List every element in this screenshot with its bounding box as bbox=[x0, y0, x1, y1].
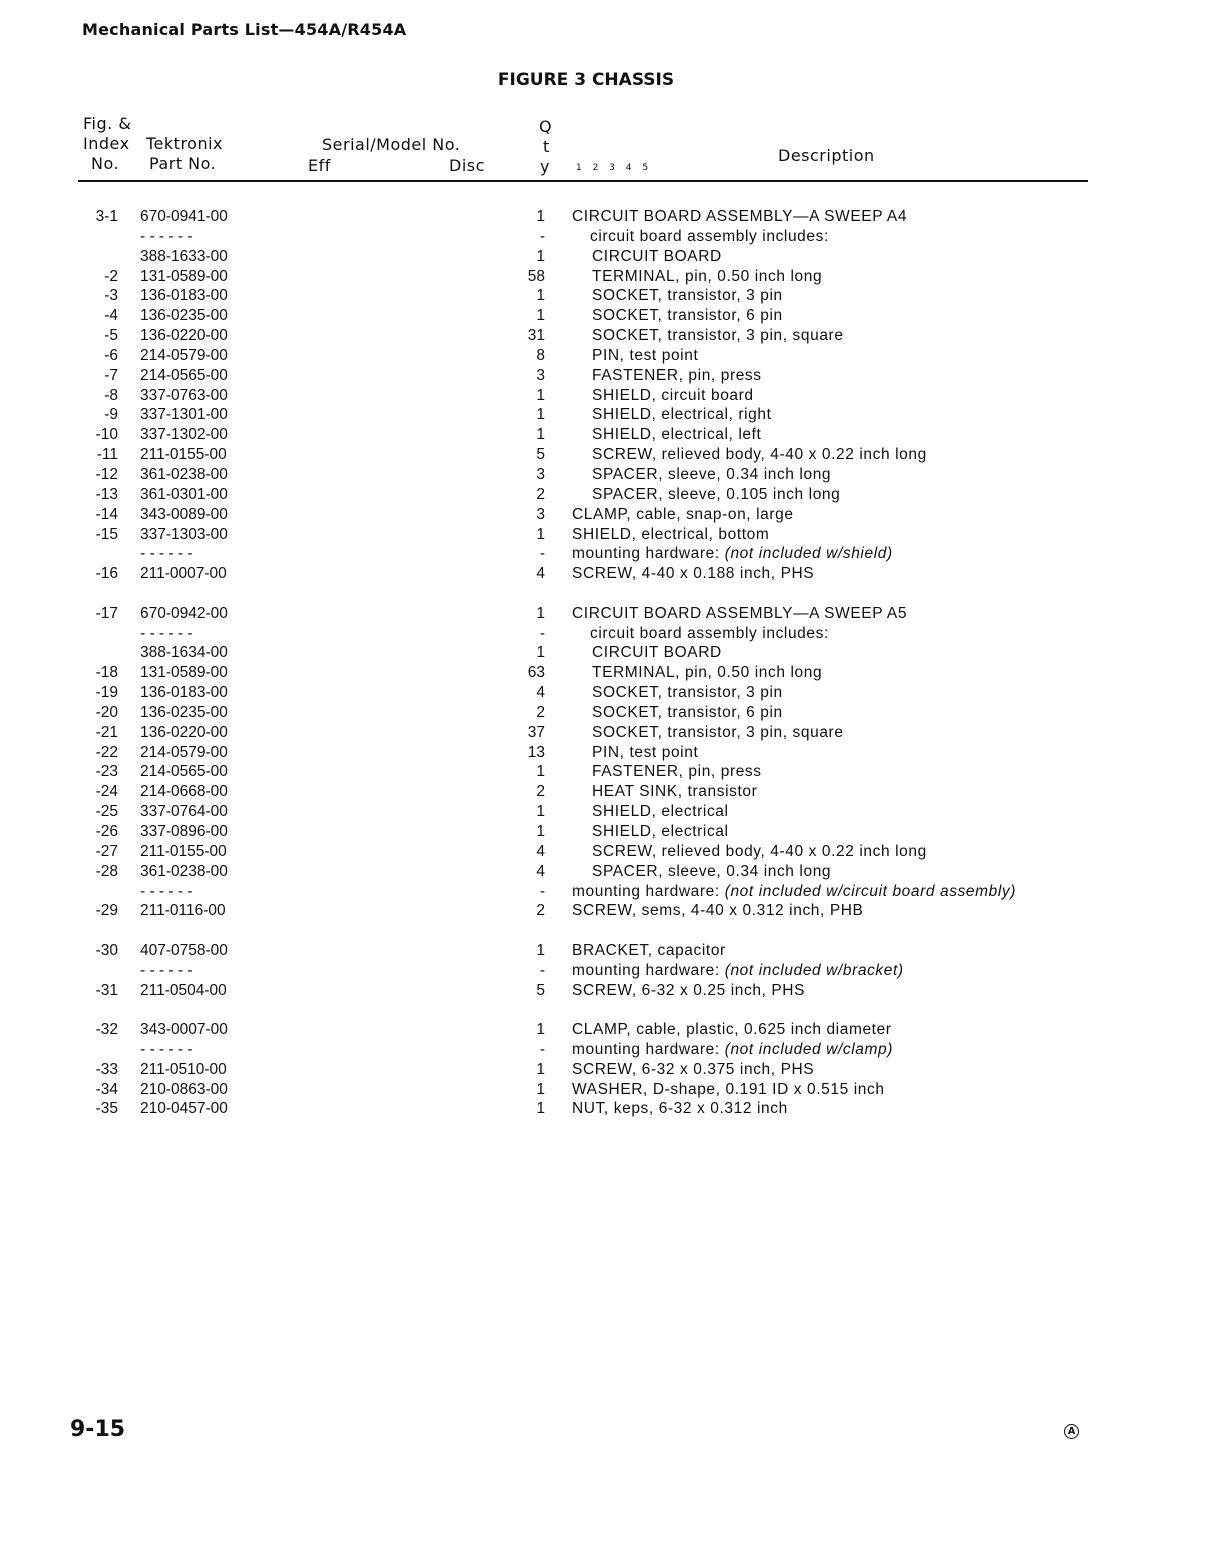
description-text: SHIELD, electrical bbox=[592, 822, 729, 840]
quantity: 2 bbox=[536, 703, 545, 721]
index-number: -21 bbox=[95, 723, 118, 741]
index-number: -30 bbox=[95, 941, 118, 959]
parts-table bbox=[0, 208, 1220, 1120]
part-number: - - - - - - bbox=[140, 227, 193, 245]
index-number: -9 bbox=[104, 406, 118, 424]
quantity: 5 bbox=[536, 446, 545, 464]
description-text: SCREW, 4-40 x 0.188 inch, PHS bbox=[572, 565, 815, 583]
col-header-index: Index bbox=[83, 134, 130, 153]
description bbox=[572, 962, 904, 980]
quantity: 1 bbox=[536, 822, 545, 840]
part-number: 337-1303-00 bbox=[140, 525, 228, 543]
description bbox=[592, 803, 729, 821]
part-number: 136-0235-00 bbox=[140, 703, 228, 721]
table-row bbox=[0, 803, 1220, 823]
part-number: 211-0155-00 bbox=[140, 842, 227, 860]
table-row bbox=[0, 863, 1220, 883]
description-note: (not included w/circuit board assembly) bbox=[724, 882, 1017, 900]
quantity: - bbox=[539, 624, 545, 642]
quantity: 5 bbox=[536, 981, 545, 999]
description bbox=[592, 486, 840, 504]
part-number: 214-0579-00 bbox=[140, 743, 228, 761]
quantity: 1 bbox=[536, 247, 545, 265]
table-row bbox=[0, 248, 1220, 268]
quantity: 3 bbox=[536, 505, 545, 523]
quantity: 13 bbox=[527, 743, 545, 761]
description-text: circuit board assembly includes: bbox=[590, 624, 829, 642]
description bbox=[572, 545, 893, 563]
table-row bbox=[0, 545, 1220, 565]
description-text: CIRCUIT BOARD ASSEMBLY—A SWEEP A4 bbox=[572, 208, 908, 225]
table-row bbox=[0, 506, 1220, 526]
description bbox=[592, 783, 757, 801]
description-note: (not included w/bracket) bbox=[724, 961, 904, 979]
description-text: SCREW, 6-32 x 0.375 inch, PHS bbox=[572, 1060, 815, 1078]
table-row bbox=[0, 426, 1220, 446]
quantity: 4 bbox=[536, 684, 545, 702]
col-header-part-no: Part No. bbox=[149, 154, 217, 173]
description bbox=[592, 367, 762, 385]
part-number: - - - - - - bbox=[140, 882, 193, 900]
col-header-qty-t: t bbox=[543, 137, 550, 156]
part-number: - - - - - - bbox=[140, 624, 193, 642]
description-text: SPACER, sleeve, 0.34 inch long bbox=[592, 862, 832, 880]
description bbox=[572, 1041, 893, 1059]
index-number: -32 bbox=[95, 1021, 118, 1039]
part-number: - - - - - - bbox=[140, 961, 193, 979]
table-row bbox=[0, 347, 1220, 367]
description-text: SHIELD, electrical, bottom bbox=[572, 525, 770, 543]
table-row bbox=[0, 387, 1220, 407]
quantity: - bbox=[539, 227, 545, 245]
table-row bbox=[0, 962, 1220, 982]
quantity: 1 bbox=[536, 1021, 545, 1039]
table-row bbox=[0, 724, 1220, 744]
description bbox=[572, 883, 1016, 901]
description bbox=[592, 664, 822, 682]
table-row bbox=[0, 763, 1220, 783]
description-text: SOCKET, transistor, 3 pin bbox=[592, 287, 783, 305]
quantity: 1 bbox=[536, 604, 545, 622]
part-number: 211-0504-00 bbox=[140, 981, 227, 999]
part-number: 361-0301-00 bbox=[140, 485, 228, 503]
figure-title: FIGURE 3 CHASSIS bbox=[497, 70, 675, 90]
description bbox=[572, 506, 794, 524]
quantity: 63 bbox=[527, 664, 545, 682]
description bbox=[592, 268, 822, 286]
col-header-tektronix: Tektronix bbox=[146, 134, 224, 153]
table-row bbox=[0, 446, 1220, 466]
quantity: 1 bbox=[536, 426, 545, 444]
description-text: SOCKET, transistor, 3 pin bbox=[592, 684, 783, 702]
index-number: -10 bbox=[95, 426, 118, 444]
index-number: -13 bbox=[95, 485, 118, 503]
table-row bbox=[0, 367, 1220, 387]
quantity: 2 bbox=[536, 902, 545, 920]
part-number: 337-0763-00 bbox=[140, 386, 228, 404]
description bbox=[592, 823, 729, 841]
part-number: 136-0183-00 bbox=[140, 684, 228, 702]
part-number: 131-0589-00 bbox=[140, 267, 228, 285]
table-row bbox=[0, 307, 1220, 327]
table-row bbox=[0, 406, 1220, 426]
quantity: 1 bbox=[536, 208, 545, 225]
index-number: -33 bbox=[95, 1060, 118, 1078]
description-text: mounting hardware: bbox=[572, 545, 725, 563]
quantity: - bbox=[539, 882, 545, 900]
table-row bbox=[0, 644, 1220, 664]
quantity: 1 bbox=[536, 287, 545, 305]
description bbox=[572, 1100, 788, 1118]
part-number: 388-1634-00 bbox=[140, 644, 228, 662]
table-row bbox=[0, 902, 1220, 942]
description-text: SCREW, 6-32 x 0.25 inch, PHS bbox=[572, 981, 806, 999]
table-row bbox=[0, 208, 1220, 228]
col-header-eff: Eff bbox=[308, 156, 331, 175]
table-row bbox=[0, 287, 1220, 307]
index-number: -26 bbox=[95, 822, 118, 840]
quantity: - bbox=[539, 1040, 545, 1058]
index-number: -3 bbox=[104, 287, 118, 305]
description bbox=[592, 347, 698, 365]
description bbox=[592, 327, 844, 345]
table-row bbox=[0, 982, 1220, 1022]
col-header-description: Description bbox=[778, 146, 875, 165]
index-number: -8 bbox=[104, 386, 118, 404]
description bbox=[572, 902, 864, 920]
index-number: -28 bbox=[95, 862, 118, 880]
description-text: NUT, keps, 6-32 x 0.312 inch bbox=[572, 1100, 788, 1118]
revision-mark: A bbox=[1064, 1424, 1079, 1439]
table-row bbox=[0, 883, 1220, 903]
description bbox=[592, 466, 831, 484]
quantity: 4 bbox=[536, 842, 545, 860]
page-number: 9-15 bbox=[70, 1417, 126, 1442]
table-row bbox=[0, 744, 1220, 764]
col-header-qty-y: y bbox=[540, 157, 550, 176]
part-number: 136-0220-00 bbox=[140, 327, 228, 345]
description-text: mounting hardware: bbox=[572, 882, 725, 900]
description-text: FASTENER, pin, press bbox=[592, 366, 762, 384]
part-number: 210-0863-00 bbox=[140, 1080, 228, 1098]
col-header-serial: Serial/Model No. bbox=[322, 135, 461, 154]
part-number: 211-0116-00 bbox=[140, 902, 226, 920]
col-header-fig: Fig. & bbox=[83, 114, 132, 133]
description bbox=[572, 208, 907, 226]
table-row bbox=[0, 1021, 1220, 1041]
table-row bbox=[0, 843, 1220, 863]
quantity: 1 bbox=[536, 307, 545, 325]
description-text: SCREW, relieved body, 4-40 x 0.22 inch long bbox=[592, 446, 927, 464]
description-text: SOCKET, transistor, 3 pin, square bbox=[592, 327, 844, 345]
index-number: -18 bbox=[95, 664, 118, 682]
description bbox=[572, 982, 805, 1000]
part-number: 136-0235-00 bbox=[140, 307, 228, 325]
quantity: 1 bbox=[536, 763, 545, 781]
quantity: 1 bbox=[536, 1100, 545, 1118]
index-number: -16 bbox=[95, 565, 118, 583]
description bbox=[572, 1061, 814, 1079]
description-text: SHIELD, electrical, right bbox=[592, 406, 772, 424]
index-number: -2 bbox=[104, 267, 118, 285]
description bbox=[572, 1081, 885, 1099]
index-number: -19 bbox=[95, 684, 118, 702]
description-text: FASTENER, pin, press bbox=[592, 763, 762, 781]
description-text: SOCKET, transistor, 6 pin bbox=[592, 307, 783, 325]
description-text: mounting hardware: bbox=[572, 961, 725, 979]
index-number: -4 bbox=[104, 307, 118, 325]
index-number: -17 bbox=[95, 604, 118, 622]
quantity: 31 bbox=[527, 327, 545, 345]
table-row bbox=[0, 1061, 1220, 1081]
description-text: PIN, test point bbox=[592, 743, 699, 761]
quantity: 37 bbox=[527, 723, 545, 741]
description bbox=[592, 684, 783, 702]
index-number: -6 bbox=[104, 346, 118, 364]
part-number: 211-0155-00 bbox=[140, 446, 227, 464]
part-number: 343-0089-00 bbox=[140, 505, 228, 523]
col-header-disc: Disc bbox=[449, 156, 485, 175]
table-row bbox=[0, 684, 1220, 704]
part-number: - - - - - - bbox=[140, 545, 193, 563]
part-number: 670-0942-00 bbox=[140, 604, 228, 622]
description-text: SHIELD, electrical bbox=[592, 803, 729, 821]
part-number: 337-0896-00 bbox=[140, 822, 228, 840]
description-text: WASHER, D-shape, 0.191 ID x 0.515 inch bbox=[572, 1080, 885, 1098]
table-row bbox=[0, 565, 1220, 605]
col-header-no: No. bbox=[91, 154, 120, 173]
header-rule bbox=[78, 180, 1088, 182]
description bbox=[592, 287, 783, 305]
description-note: (not included w/shield) bbox=[724, 545, 893, 563]
quantity: 3 bbox=[536, 465, 545, 483]
part-number: 670-0941-00 bbox=[140, 208, 228, 225]
description-text: SCREW, sems, 4-40 x 0.312 inch, PHB bbox=[572, 902, 864, 920]
table-row bbox=[0, 605, 1220, 625]
description bbox=[590, 228, 829, 246]
quantity: 1 bbox=[536, 1060, 545, 1078]
part-number: 214-0565-00 bbox=[140, 366, 228, 384]
description-text: CLAMP, cable, plastic, 0.625 inch diameter bbox=[572, 1021, 892, 1039]
description bbox=[592, 406, 772, 424]
part-number: 361-0238-00 bbox=[140, 862, 228, 880]
quantity: 1 bbox=[536, 406, 545, 424]
part-number: 337-1301-00 bbox=[140, 406, 228, 424]
description bbox=[592, 644, 722, 662]
quantity: 8 bbox=[536, 346, 545, 364]
index-number: -23 bbox=[95, 763, 118, 781]
table-row bbox=[0, 1081, 1220, 1101]
table-row bbox=[0, 486, 1220, 506]
description-text: CIRCUIT BOARD bbox=[592, 644, 722, 662]
part-number: 407-0758-00 bbox=[140, 941, 228, 959]
description-note: (not included w/clamp) bbox=[724, 1040, 893, 1058]
table-row bbox=[0, 625, 1220, 645]
quantity: 2 bbox=[536, 783, 545, 801]
index-number: -25 bbox=[95, 803, 118, 821]
quantity: 58 bbox=[527, 267, 545, 285]
description bbox=[572, 565, 814, 583]
part-number: 214-0579-00 bbox=[140, 346, 228, 364]
table-row bbox=[0, 466, 1220, 486]
description bbox=[572, 942, 726, 960]
part-number: 210-0457-00 bbox=[140, 1100, 228, 1118]
description bbox=[572, 605, 907, 623]
description bbox=[592, 426, 761, 444]
description bbox=[572, 526, 769, 544]
quantity: 1 bbox=[536, 644, 545, 662]
description bbox=[592, 863, 831, 881]
quantity: 4 bbox=[536, 862, 545, 880]
table-row bbox=[0, 526, 1220, 546]
table-row bbox=[0, 228, 1220, 248]
description bbox=[592, 704, 783, 722]
part-number: 131-0589-00 bbox=[140, 664, 228, 682]
quantity: 2 bbox=[536, 485, 545, 503]
description-text: SPACER, sleeve, 0.105 inch long bbox=[592, 485, 841, 503]
part-number: 361-0238-00 bbox=[140, 465, 228, 483]
index-number: -31 bbox=[95, 981, 118, 999]
quantity: 4 bbox=[536, 565, 545, 583]
index-number: 3-1 bbox=[95, 208, 118, 225]
index-number: -34 bbox=[95, 1080, 118, 1098]
table-row bbox=[0, 783, 1220, 803]
description-text: mounting hardware: bbox=[572, 1040, 725, 1058]
quantity: 1 bbox=[536, 941, 545, 959]
part-number: 136-0183-00 bbox=[140, 287, 228, 305]
description-text: SOCKET, transistor, 3 pin, square bbox=[592, 723, 844, 741]
description-text: SHIELD, electrical, left bbox=[592, 426, 762, 444]
part-number: 214-0565-00 bbox=[140, 763, 228, 781]
description-text: BRACKET, capacitor bbox=[572, 941, 726, 959]
description-text: TERMINAL, pin, 0.50 inch long bbox=[592, 664, 823, 682]
quantity: 3 bbox=[536, 366, 545, 384]
table-row bbox=[0, 1041, 1220, 1061]
index-number: -7 bbox=[104, 366, 118, 384]
description-text: TERMINAL, pin, 0.50 inch long bbox=[592, 267, 823, 285]
table-row bbox=[0, 327, 1220, 347]
col-header-qty-q: Q bbox=[539, 117, 553, 136]
description-text: SCREW, relieved body, 4-40 x 0.22 inch long bbox=[592, 842, 927, 860]
description bbox=[590, 625, 829, 643]
page-header: Mechanical Parts List—454A/R454A bbox=[82, 20, 407, 39]
description-text: CIRCUIT BOARD bbox=[592, 247, 722, 265]
col-header-levels: 1 2 3 4 5 bbox=[576, 163, 653, 173]
description-text: SHIELD, circuit board bbox=[592, 386, 754, 404]
index-number: -22 bbox=[95, 743, 118, 761]
index-number: -11 bbox=[96, 446, 118, 464]
part-number: 337-0764-00 bbox=[140, 803, 228, 821]
description bbox=[592, 843, 927, 861]
description-text: SPACER, sleeve, 0.34 inch long bbox=[592, 465, 832, 483]
table-row bbox=[0, 268, 1220, 288]
description bbox=[592, 724, 844, 742]
index-number: -5 bbox=[104, 327, 118, 345]
description bbox=[592, 307, 783, 325]
quantity: 1 bbox=[536, 803, 545, 821]
quantity: 1 bbox=[536, 386, 545, 404]
index-number: -35 bbox=[95, 1100, 118, 1118]
part-number: 136-0220-00 bbox=[140, 723, 228, 741]
table-row bbox=[0, 942, 1220, 962]
part-number: 337-1302-00 bbox=[140, 426, 228, 444]
quantity: 1 bbox=[536, 1080, 545, 1098]
index-number: -27 bbox=[95, 842, 118, 860]
quantity: 1 bbox=[536, 525, 545, 543]
description bbox=[592, 446, 927, 464]
part-number: 211-0510-00 bbox=[140, 1060, 227, 1078]
part-number: - - - - - - bbox=[140, 1040, 193, 1058]
table-row bbox=[0, 1100, 1220, 1120]
description-text: HEAT SINK, transistor bbox=[592, 783, 758, 801]
part-number: 211-0007-00 bbox=[140, 565, 227, 583]
index-number: -29 bbox=[95, 902, 118, 920]
description bbox=[592, 387, 754, 405]
description-text: CIRCUIT BOARD ASSEMBLY—A SWEEP A5 bbox=[572, 604, 908, 622]
quantity: - bbox=[539, 961, 545, 979]
index-number: -14 bbox=[95, 505, 118, 523]
table-row bbox=[0, 664, 1220, 684]
part-number: 214-0668-00 bbox=[140, 783, 228, 801]
quantity: - bbox=[539, 545, 545, 563]
index-number: -15 bbox=[95, 525, 118, 543]
index-number: -20 bbox=[95, 703, 118, 721]
description-text: PIN, test point bbox=[592, 346, 699, 364]
table-row bbox=[0, 823, 1220, 843]
description bbox=[592, 744, 698, 762]
part-number: 343-0007-00 bbox=[140, 1021, 228, 1039]
description-text: CLAMP, cable, snap-on, large bbox=[572, 505, 794, 523]
description-text: circuit board assembly includes: bbox=[590, 227, 829, 245]
description-text: SOCKET, transistor, 6 pin bbox=[592, 703, 783, 721]
table-row bbox=[0, 704, 1220, 724]
index-number: -12 bbox=[95, 465, 118, 483]
part-number: 388-1633-00 bbox=[140, 247, 228, 265]
description bbox=[592, 763, 762, 781]
description bbox=[592, 248, 722, 266]
description bbox=[572, 1021, 892, 1039]
index-number: -24 bbox=[95, 783, 118, 801]
